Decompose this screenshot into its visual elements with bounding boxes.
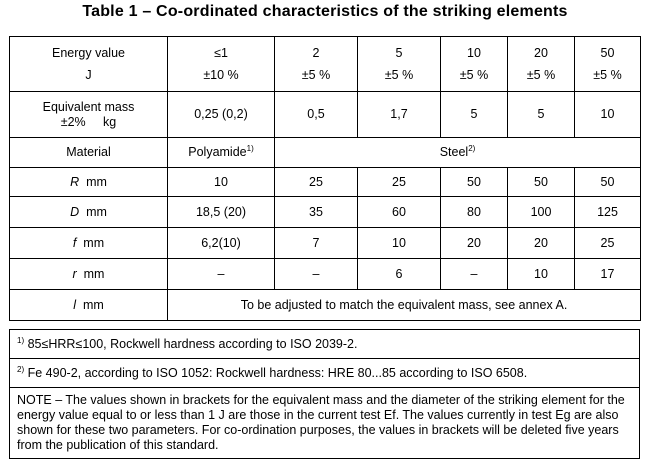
cell: 25 — [358, 168, 441, 197]
row-label: f mm — [10, 228, 168, 259]
cell: 10 — [508, 259, 575, 290]
cell: 7 — [275, 228, 358, 259]
material-label: Material — [10, 138, 168, 168]
equivalent-mass-row — [10, 92, 641, 138]
footnote-1: $^{1)}$ 85≤HRR≤100, Rockwell hardness according to ISO 2039-2. — [10, 330, 640, 359]
footnote-2: $^{2)}$ Fe 490-2, according to ISO 1052: Rockwell hardness: HRE 80...85 according to ISO 6508. — [10, 359, 640, 388]
cell: 35 — [275, 197, 358, 228]
row-label: R mm — [10, 168, 168, 197]
cell: 50 — [441, 168, 508, 197]
material-row — [10, 138, 641, 168]
table-row — [10, 168, 641, 197]
mass-cell: 0,25 (0,2) — [168, 92, 275, 138]
cell: 50 — [508, 168, 575, 197]
mass-cell: 1,7 — [358, 92, 441, 138]
cell: – — [275, 259, 358, 290]
energy-value-row — [10, 37, 641, 92]
cell: 20 — [441, 228, 508, 259]
energy-value-label: Energy value J — [10, 37, 168, 92]
characteristics-table — [9, 36, 641, 321]
material-polyamide: Polyamide$^{1)}$ — [168, 138, 275, 168]
cell: – — [168, 259, 275, 290]
cell: 20 — [508, 228, 575, 259]
note-text: NOTE – The values shown in brackets for the equivalent mass and the diameter of the striking element for the energy value equal to or less than 1 J are those in the current test Ef. The values currently in test Eg are also shown for these two parameters. For co-ordination purposes, the values in brackets will be deleted five years from the publication of this standard. — [10, 388, 640, 459]
footnote-row — [10, 330, 640, 359]
l-row — [10, 290, 641, 321]
cell: – — [441, 259, 508, 290]
cell: 80 — [441, 197, 508, 228]
cell: 25 — [275, 168, 358, 197]
energy-col-5: 20 ±5 % — [508, 37, 575, 92]
cell: 60 — [358, 197, 441, 228]
cell: 25 — [575, 228, 641, 259]
notes-table — [9, 329, 640, 459]
energy-col-6: 50 ±5 % — [575, 37, 641, 92]
cell: 50 — [575, 168, 641, 197]
cell: 17 — [575, 259, 641, 290]
mass-cell: 5 — [441, 92, 508, 138]
note-row — [10, 388, 640, 459]
table-row — [10, 197, 641, 228]
cell: 10 — [168, 168, 275, 197]
cell: 6,2(10) — [168, 228, 275, 259]
l-row-text: To be adjusted to match the equivalent mass, see annex A. — [168, 290, 641, 321]
mass-cell: 0,5 — [275, 92, 358, 138]
cell: 100 — [508, 197, 575, 228]
cell: 18,5 (20) — [168, 197, 275, 228]
row-label: r mm — [10, 259, 168, 290]
row-label: l mm — [10, 290, 168, 321]
footnote-row — [10, 359, 640, 388]
table-row — [10, 259, 641, 290]
row-label: D mm — [10, 197, 168, 228]
table-row — [10, 228, 641, 259]
cell: 10 — [358, 228, 441, 259]
cell: 6 — [358, 259, 441, 290]
mass-cell: 10 — [575, 92, 641, 138]
table-title: Table 1 – Co-ordinated characteristics of the striking elements — [82, 3, 568, 20]
energy-col-1: ≤1 ±10 % — [168, 37, 275, 92]
energy-col-3: 5 ±5 % — [358, 37, 441, 92]
equivalent-mass-label: Equivalent mass ±2% kg — [10, 92, 168, 138]
mass-cell: 5 — [508, 92, 575, 138]
energy-col-2: 2 ±5 % — [275, 37, 358, 92]
energy-col-4: 10 ±5 % — [441, 37, 508, 92]
material-steel: Steel$^{2)}$ — [275, 138, 641, 168]
cell: 125 — [575, 197, 641, 228]
